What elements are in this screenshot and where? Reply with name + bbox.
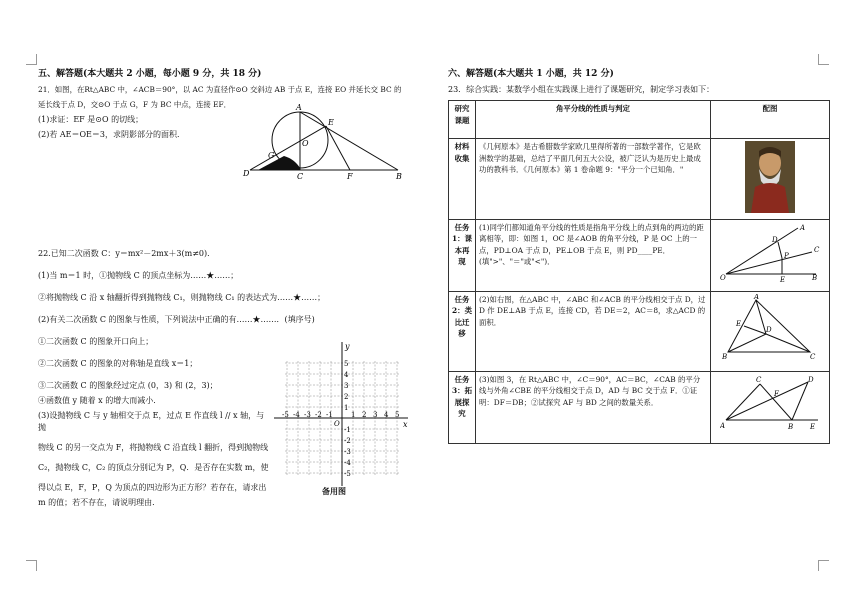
task1-angle-figure (720, 222, 820, 282)
table-row (449, 139, 830, 220)
svg-text:O: O (720, 273, 726, 282)
table-row (449, 291, 830, 371)
q21-label-O: O (302, 139, 309, 148)
x-tick-label: 3 (373, 411, 378, 419)
svg-text:F: F (774, 389, 779, 398)
task2-triangle-figure (720, 294, 820, 360)
q21-figure (240, 100, 410, 180)
table-row-materials: 《几何原本》是古希腊数学家欧几里得所著的一部数学著作，它是欧洲数学的基础，总结了平面几何五大公设，被广泛认为是历史上最成功的教科书．《几何原本》第 1 卷命题 9："平分一个已知角．" (476, 139, 711, 220)
table-row (449, 101, 830, 139)
table-header-topic-key: 研究课题 (449, 101, 476, 139)
svg-text:E: E (810, 422, 816, 431)
y-tick-label: 2 (344, 393, 349, 401)
table-row-task2: (2)如右图，在△ABC 中，∠ABC 和∠ACB 的平分线相交于点 D，过 D 作 DE⊥AB 于点 E，连接 CD，若 DE＝2，AC＝8，求△ACD 的面积． (476, 291, 711, 371)
task2-figure-cell (711, 291, 830, 371)
table-row-task3-key: 任务3：拓展探究 (449, 371, 476, 443)
svg-text:C: C (814, 245, 820, 254)
q22-opt4: ④函数值 y 随着 x 的增大而减小． (38, 396, 162, 405)
table-row (449, 371, 830, 443)
x-tick-label: 2 (362, 411, 367, 419)
x-tick-label: -4 (293, 411, 300, 419)
svg-text:D: D (766, 325, 772, 334)
q23-stem: 23．综合实践：某数学小组在实践课上进行了课题研究，制定学习表如下： (448, 85, 715, 94)
q21-stem-2: 延长线于点 D，交⊙O 于点 G，F 为 BC 中点，连接 EF． (38, 100, 232, 109)
euclid-portrait-cell (711, 139, 830, 220)
q22-coordinate-grid (272, 340, 412, 490)
crop-mark-br (818, 560, 829, 571)
q21-label-D: D (243, 169, 250, 178)
q22-p3a: (3)设抛物线 C 与 y 轴相交于点 E，过点 E 作直线 l // x 轴，与抛 (38, 411, 265, 432)
q21-stem-1: 21．如图，在Rt△ABC 中，∠ACB＝90°，以 AC 为直径作⊙O 交斜边 AB 于点 E，连接 EO 并延长交 BC 的 (38, 85, 402, 94)
table-row-task1: (1)同学们都知道角平分线的性质是指角平分线上的点到角的两边的距离相等，即：如图 1，OC 是∠AOB 的角平分线，P 是 OC 上的一点，PD⊥OA 于点 D，PE⊥OB 于点 E，则 PD____PE．(填">"、"＝"或"<")． (476, 219, 711, 291)
right-column (448, 68, 828, 99)
y-tick-label: -1 (344, 426, 351, 434)
svg-text:C: C (810, 352, 816, 360)
q21-label-A: A (296, 103, 302, 112)
q21-label-G: G (268, 151, 275, 160)
x-tick-label: -2 (315, 411, 322, 419)
svg-text:A: A (800, 223, 806, 232)
section6-heading: 六、解答题(本大题共 1 小题，共 12 分) (448, 69, 614, 79)
q22-graph-caption: 备用图 (322, 486, 346, 496)
x-tick-label: 5 (395, 411, 400, 419)
crop-mark-bl (26, 560, 37, 571)
table-row-materials-key: 材料收集 (449, 139, 476, 220)
y-axis-label: y (345, 342, 350, 351)
svg-text:B: B (722, 352, 728, 360)
crop-mark-tr (818, 54, 829, 65)
q22-p3b: 物线 C 的另一交点为 F，将抛物线 C 沿直线 l 翻折，得到抛物线 (38, 443, 269, 452)
svg-text:E: E (736, 319, 742, 328)
q21-label-E: E (328, 118, 334, 127)
svg-text:D: D (772, 235, 778, 244)
q21-label-F: F (347, 172, 353, 180)
y-tick-label: 3 (344, 382, 349, 390)
table-header-figure: 配图 (711, 101, 830, 139)
q22-p3e: m 的值；若不存在，请说明理由． (38, 498, 161, 507)
table-row (449, 219, 830, 291)
y-tick-label: 4 (344, 371, 349, 379)
euclid-portrait-image (745, 141, 795, 213)
y-tick-label: -5 (344, 470, 351, 478)
q21-part1: (1)求证：EF 是⊙O 的切线； (38, 115, 144, 124)
task1-figure-cell (711, 219, 830, 291)
q22-p3c: C₂，抛物线 C，C₂ 的顶点分别记为 P，Q．是否存在实数 m，使 (38, 463, 269, 472)
x-tick-label: 4 (384, 411, 389, 419)
origin-label: O (334, 420, 340, 428)
q22-opt3: ③二次函数 C 的图象经过定点 (0，3) 和 (2，3)； (38, 381, 218, 390)
section5-heading: 五、解答题(本大题共 2 小题，每小题 9 分，共 18 分) (38, 69, 262, 79)
x-tick-label: -1 (326, 411, 333, 419)
q22-opt1: ①二次函数 C 的图象开口向上； (38, 337, 154, 346)
q22-p1b: ②将抛物线 C 沿 x 轴翻折得到抛物线 C₁，则抛物线 C₁ 的表达式为……★……； (38, 293, 326, 302)
task3-figure-cell (711, 371, 830, 443)
svg-text:B: B (788, 422, 794, 431)
svg-text:A: A (720, 421, 726, 430)
q22-p3d: 得以点 E，F，P，Q 为顶点的四边形为正方形？若存在，请求出 (38, 483, 267, 492)
y-tick-label: -3 (344, 448, 351, 456)
q22-p2: (2)有关二次函数 C 的图象与性质，下列说法中正确的有……★……．(填序号) (38, 315, 315, 324)
x-tick-label: -3 (304, 411, 311, 419)
y-tick-label: -4 (344, 459, 351, 467)
q22-opt2: ②二次函数 C 的图象的对称轴是直线 x＝1； (38, 359, 198, 368)
table-row-task2-key: 任务2：类比迁移 (449, 291, 476, 371)
table-row-task3: (3)如图 3，在 Rt△ABC 中，∠C＝90°，AC＝BC，∠CAB 的平分线与外角∠CBE 的平分线相交于点 D，AD 与 BC 交于点 F．①证明：DF＝DB；②试探究 AF 与 BD 之间的数量关系． (476, 371, 711, 443)
task3-right-triangle-figure (720, 374, 820, 432)
y-tick-label: -2 (344, 437, 351, 445)
table-row-task1-key: 任务1：课本再现 (449, 219, 476, 291)
q21-label-B: B (396, 172, 402, 180)
q21-part2: (2)若 AE＝OE＝3，求阴影部分的面积． (38, 130, 185, 139)
crop-mark-tl (26, 54, 37, 65)
svg-text:A: A (754, 293, 760, 301)
svg-text:E: E (780, 275, 786, 282)
svg-text:P: P (784, 251, 789, 260)
y-tick-label: 5 (344, 360, 349, 368)
q22-p1: (1)当 m＝1 时，①抛物线 C 的顶点坐标为……★……； (38, 271, 239, 280)
table-header-topic: 角平分线的性质与判定 (476, 101, 711, 139)
svg-text:C: C (756, 375, 762, 384)
svg-text:D: D (808, 375, 814, 384)
study-table (448, 100, 830, 444)
x-axis-label: x (403, 420, 408, 429)
q22-stem: 22.已知二次函数 C：y＝mx²－2mx＋3(m≠0)． (38, 249, 216, 258)
y-tick-label: 1 (344, 404, 349, 412)
x-tick-label: 1 (351, 411, 356, 419)
svg-text:B: B (812, 273, 818, 282)
x-tick-label: -5 (282, 411, 289, 419)
q21-label-C: C (297, 172, 304, 180)
